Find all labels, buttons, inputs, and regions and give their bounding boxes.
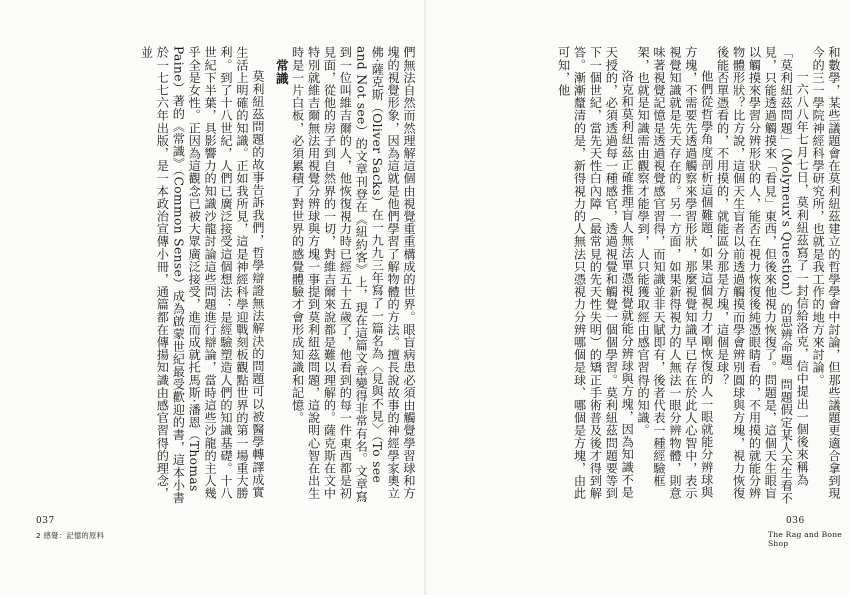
left-page-text (60, 46, 416, 506)
page-number: 036 (786, 516, 805, 526)
right-page (425, 0, 850, 595)
page-number: 037 (36, 516, 55, 526)
section-heading: 常識 (273, 58, 289, 85)
paragraph: 們無法自然而然理解這個由視覺重重構成的世界。眼盲病患必須由觸覺學習球和方塊的視覺形象，因為這就是他們學習了解物體的方法。擅長說故事的神經學家奧立佛‧薩克斯（Oliver Sacks）在一九九三年寫了一篇名為〈見與不見〉（To see and Not see）的文章刊登在《紐約客》上，現在這篇文章變得非常有名。文章寫到一位叫維吉爾的人，他恢復視力時已經五十五歲了，他看到的每一件東西都是初見面，從他的房子到自然界的一切，對維吉爾來說都是難以理解的。薩克斯在文中特別就維吉爾無法用視覺分辨球與方塊一事提到莫利紐茲問題，這說明心智在出生時是一片白板，必須累積了對世界的感覺體驗才會形成知識和記憶。 (290, 46, 416, 503)
running-head: The Rag and Bone Shop (768, 530, 842, 548)
running-head: 2 感覺：記憶的原料 (36, 531, 105, 540)
paragraph: 他們從哲學角度剖析這個難題，如果這個視力才剛恢復的人一眼就能分辨球與方塊，不需要先透過觸察來學習形狀，那麼視覺知識早已存在於此人心智中，表示視覺知識就是先天存在的。另一方面，如果新得視力的人無法一眼分辨物體，則意味著視覺記憶是透過視覺感官習得，而知識並非天賦即有，後者代表一種經驗框架，也就是知識需由觀察才能學到，人只能獲取經由感官習得的知識。 (636, 46, 714, 500)
right-page-text (483, 46, 841, 506)
paragraph: 莫利紐茲問題的故事告訴我們，哲學辯證無法解決的問題可以被醫學轉譯成實生活上明確的知識。正如我所見，這是神經科學迎戰刻板觀點世界的第一場重大勝利。到了十八世紀，人們已廣泛接受這個想法：是經驗塑造人們的知識基礎。十八世紀下半葉，具影響力的知識沙龍討論這些問題進行辯論，當時這些沙龍的主人幾乎全是女性。正因為這觀念已被大眾廣泛接受，進而成就托馬斯‧潘恩（Thomas Paine）著的《常識》（Common Sense）成為啟蒙世紀最受歡迎的書，這本小書於一七七六年出版，是一本政治宣傳小冊，通篇都在傳揚知識由感官習得的理念，並 (139, 46, 265, 504)
paragraph: 洛克和莫利紐茲正確推理盲人無法單憑視覺就能分辨球與方塊，因為知識不是天授的，必須透過每一種感官，透過視覺和觸覺一個個學習。莫利紐茲問題要等到下一個世紀，當先天性白內障（最常見的先天性失明）的矯正手術普及後才得到解答。漸漸釐清的是，新得視力的人無法只憑視力分辨哪個是球、哪個是方塊，由此可知，他 (556, 46, 635, 500)
paragraph: 一六八八年七月七日，莫利紐茲寫了一封信給洛克，信中提出一個後來稱為「莫利紐茲問題」（Molyneux's Question）的思辨命題。問題假定某人天生看不見，只能透過觸摸來「看見」東西，但後來他視力恢復了。問題是，這個天生眼盲以觸摸來學習分辨形狀的人，能否在視力恢復後純憑眼睛看的，不用摸的就能分辨物體形狀？比方說，這個天生盲者以前透過觸摸而學會辨別圓球與方塊，視力恢復後能否單憑看的，不用摸的，就能區分那是方塊，這個是球？ (715, 46, 810, 505)
paragraph: 和數學，某些議題會在莫利紐茲建立的哲學學會中討論，但那些議題更適合拿到現今的三一學院神經科學研究所，也就是我工作的地方來討論。 (811, 46, 841, 500)
